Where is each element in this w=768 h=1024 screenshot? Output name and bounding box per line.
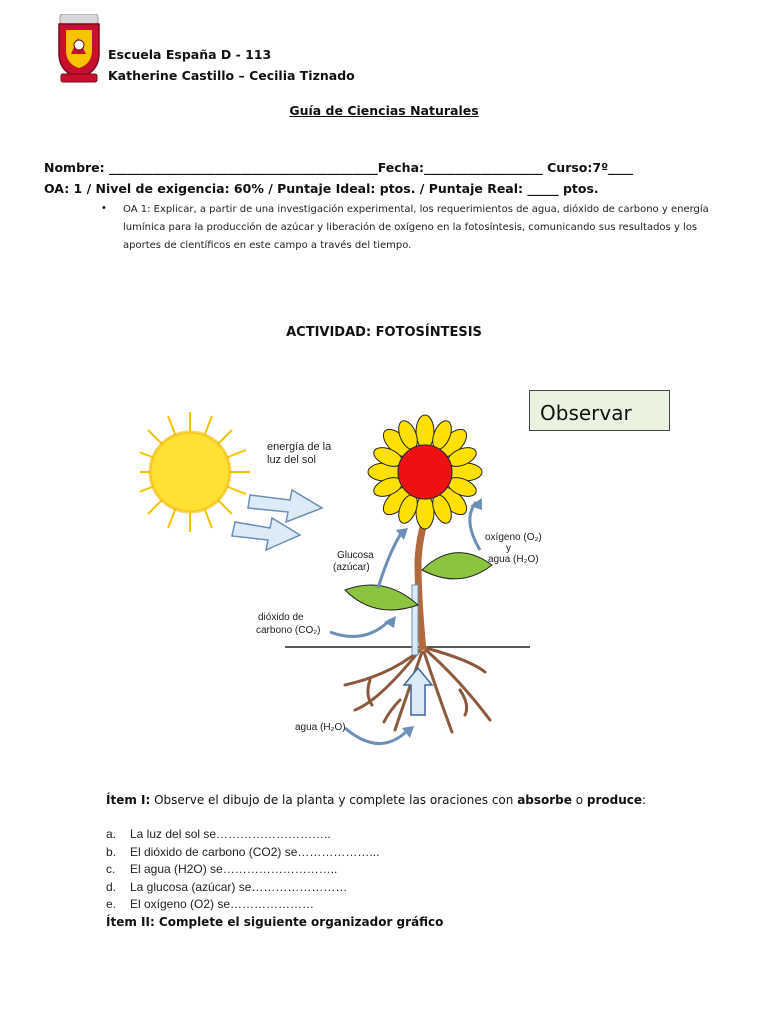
curved-arrow-icon: [330, 502, 480, 744]
objective-bullet: •: [102, 202, 106, 214]
student-info-line: Nombre: ___________________________________________Fecha:___________________ Curso:7º____: [44, 160, 634, 175]
item1-prefix: Ítem I:: [106, 793, 151, 807]
energy-label-1: energía de la: [267, 441, 332, 453]
item1-word-produce: produce: [586, 793, 643, 807]
oxygen-label-2: y: [506, 543, 511, 554]
guide-title: Guía de Ciencias Naturales: [289, 103, 479, 118]
item2-instruction: [106, 915, 443, 929]
sunflower-icon: [368, 415, 482, 529]
school-logo: [56, 14, 102, 86]
glucose-label-1: Glucosa: [337, 550, 374, 561]
co2-label-2: carbono (CO₂): [256, 625, 321, 636]
activity-title: ACTIVIDAD: FOTOSÍNTESIS: [286, 325, 482, 340]
item1-text: Observe el dibujo de la planta y complete las oraciones con: [150, 793, 518, 807]
teacher-names: Katherine Castillo – Cecilia Tiznado: [108, 68, 355, 83]
co2-label-1: dióxido de: [258, 612, 304, 623]
glucose-label-2: (azúcar): [333, 562, 370, 573]
list-item: c. El agua (H2O) se………………………..: [106, 862, 338, 876]
score-info-line: OA: 1 / Nivel de exigencia: 60% / Puntaje Ideal: ptos. / Puntaje Real: _____ ptos.: [44, 181, 599, 196]
item1-mid: o: [571, 793, 587, 807]
sentence-list: [106, 826, 379, 914]
sun-icon: [140, 412, 250, 532]
observe-box: Observar: [529, 390, 670, 431]
oxygen-label-3: agua (H₂O): [488, 554, 539, 565]
water-label: agua (H₂O): [295, 722, 346, 733]
list-item: d. La glucosa (azúcar) se……………………: [106, 879, 348, 894]
photosynthesis-diagram: [140, 410, 560, 760]
list-item: b. El dióxido de carbono (CO2) se………………...: [106, 844, 380, 859]
item2-text: Complete el siguiente organizador gráfico: [154, 915, 444, 929]
objective-text: OA 1: Explicar, a partir de una investigación experimental, los requerimientos de agua, dióxido de carbono y energía lumínica para la producción de azúcar y liberación de oxígeno en la fotosíntesis, comunicando sus resultados y los aportes de científicos en este campo a través del tiempo.: [123, 204, 709, 251]
oxygen-label-1: oxígeno (O₂): [485, 532, 542, 543]
list-item: e. El oxígeno (O2) se…………………: [106, 897, 315, 911]
item1-instruction: [106, 793, 646, 807]
item1-end: :: [642, 793, 647, 807]
list-item: a. La luz del sol se………………………..: [106, 827, 331, 841]
item1-word-absorbe: absorbe: [517, 793, 572, 807]
light-arrow-icon: [232, 490, 322, 550]
energy-label-2: luz del sol: [267, 454, 316, 466]
item2-prefix: Ítem II:: [106, 915, 155, 929]
school-name: Escuela España D - 113: [108, 47, 272, 62]
